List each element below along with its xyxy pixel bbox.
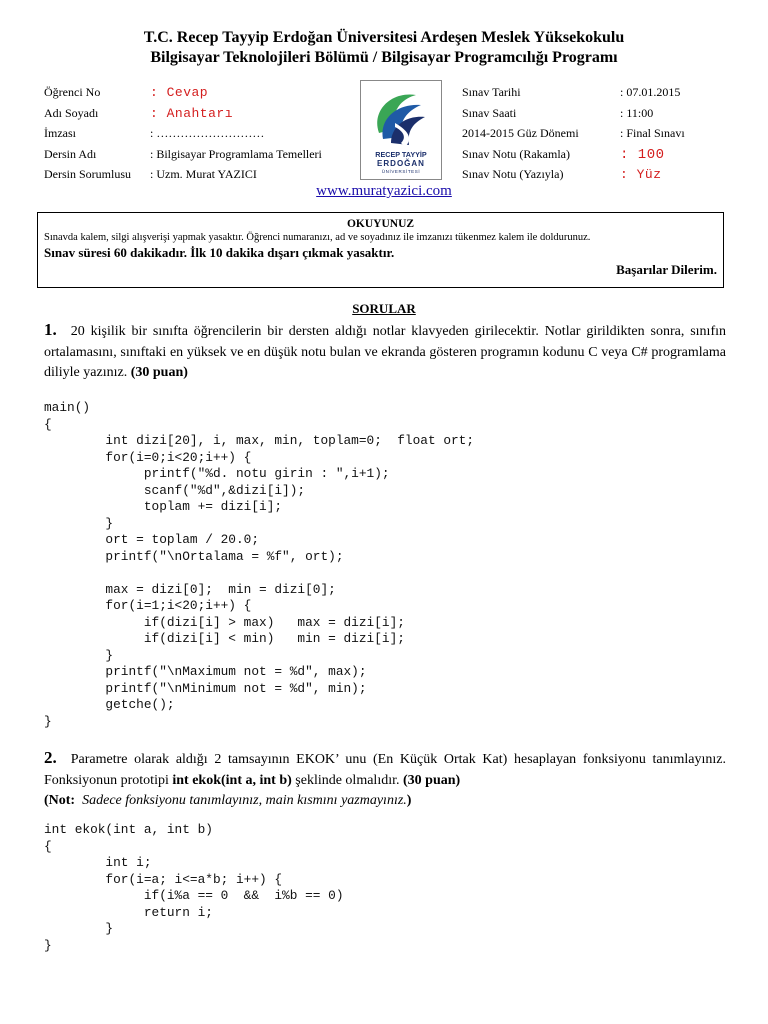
- questions-heading: SORULAR: [352, 301, 416, 316]
- course-name-value: : Bilgisayar Programlama Temelleri: [150, 146, 322, 161]
- term-value: : Final Sınavı: [620, 126, 685, 140]
- logo-text-1: RECEP TAYYİP: [375, 150, 427, 159]
- grade-text-label: Sınav Notu (Yazıyla): [462, 167, 564, 181]
- question-2-note-text: Sadece fonksiyonu tanımlayınız, main kısmını yazmayınız.: [82, 793, 407, 808]
- notice-text-2: Sınav süresi 60 dakikadır. İlk 10 dakika dışarı çıkmak yasaktır.: [44, 245, 395, 260]
- term-row: [462, 123, 685, 144]
- notice-text-3: Başarılar Dilerim.: [616, 262, 717, 277]
- notice-text-1: Sınavda kalem, silgi alışverişi yapmak yasaktır. Öğrenci numaranızı, ad ve soyadınız ile imzanızı tükenmez kalem ile doldurunuz.: [44, 232, 591, 243]
- question-2: [44, 748, 726, 812]
- logo-text-3: ÜNİVERSİTESİ: [381, 169, 421, 174]
- question-2-text-b: şeklinde olmalıdır.: [291, 772, 400, 788]
- exam-time-row: [462, 103, 685, 124]
- question-2-text-a: Parametre olarak aldığı 2 tamsayının EKOK’ unu (En Küçük Ortak Kat) hesaplayan fonksiyonu tanımlayınız. Fonksiyonun prototipi: [44, 752, 726, 788]
- header-line-2: Bilgisayar Teknolojileri Bölümü / Bilgisayar Programcılığı Programı: [150, 49, 618, 66]
- term-label: 2014-2015 Güz Dönemi: [462, 126, 579, 140]
- student-name-label: Adı Soyadı: [44, 105, 99, 120]
- website-line: [0, 183, 768, 200]
- grade-number-label: Sınav Notu (Rakamla): [462, 146, 570, 161]
- exam-time-label: Sınav Saati: [462, 105, 517, 120]
- question-1: [44, 320, 726, 384]
- question-2-prototype: int ekok(int a, int b): [172, 772, 292, 788]
- question-1-code: main() { int dizi[20], i, max, min, toplam=0; float ort; for(i=0;i<20;i++) { printf("%d. notu girin : ",i+1); scanf("%d",&dizi[i]); toplam += dizi[i]; } ort = toplam / 20.0; printf("\nOrtalama = %f", ort); max = dizi[0]; min = dizi[0]; for(i=1;i<20;i++) { if(dizi[i] > max) max = dizi[i]; if(dizi[i] < min) min = dizi[i]; } printf("\nMaximum not = %d", max); printf("\nMinimum not = %d", min); getche(); }: [44, 400, 475, 729]
- course-name-row: [44, 144, 322, 165]
- exam-date-row: [462, 82, 685, 103]
- website-link[interactable]: www.muratyazici.com: [316, 183, 452, 199]
- signature-value: : ………………………: [150, 126, 265, 140]
- student-info: [44, 82, 322, 185]
- student-number-row: [44, 82, 322, 103]
- question-1-number: 1.: [44, 320, 57, 339]
- question-2-note-label: (Not:: [44, 793, 76, 808]
- header-line-1: T.C. Recep Tayyip Erdoğan Üniversitesi Ardeşen Meslek Yüksekokulu: [143, 29, 625, 46]
- question-1-points: (30 puan): [130, 365, 188, 380]
- question-1-text: 20 kişilik bir sınıfta öğrencilerin bir dersten aldığı notlar klavyeden girilecektir. Notlar girildikten sonra, sınıfın ortalamasını, sınıftaki en yüksek ve en düşük notu bulan ve ekranda gösteren programın kodunu C veya C# programlama diliyle yazınız.: [44, 324, 726, 380]
- grade-number-row: [462, 144, 685, 165]
- signature-label: İmzası: [44, 126, 76, 140]
- exam-time-value: : 11:00: [620, 105, 654, 120]
- notice-title: OKUYUNUZ: [346, 218, 415, 230]
- exam-date-value: : 07.01.2015: [620, 85, 681, 99]
- university-logo: [360, 80, 442, 180]
- exam-info: [462, 82, 685, 185]
- instructor-row: [44, 164, 322, 185]
- exam-date-label: Sınav Tarihi: [462, 85, 521, 99]
- course-name-label: Dersin Adı: [44, 146, 97, 161]
- student-name-value: : Anahtarı: [150, 105, 234, 121]
- grade-number-value: : 100: [620, 146, 665, 163]
- question-2-code: int ekok(int a, int b) { int i; for(i=a; i<=a*b; i++) { if(i%a == 0 && i%b == 0) return i; } }: [44, 822, 344, 953]
- question-2-note-close: ): [406, 793, 412, 808]
- notice-box: [37, 212, 724, 288]
- instructor-label: Dersin Sorumlusu: [44, 167, 131, 181]
- student-number-label: Öğrenci No: [44, 85, 101, 99]
- grade-text-value: : Yüz: [620, 167, 662, 182]
- instructor-value: : Uzm. Murat YAZICI: [150, 167, 257, 181]
- grade-text-row: [462, 164, 685, 185]
- question-2-number: 2.: [44, 748, 57, 767]
- signature-row: [44, 123, 322, 144]
- logo-text-2: ERDOĞAN: [377, 159, 425, 168]
- student-name-row: [44, 103, 322, 124]
- student-number-value: : Cevap: [150, 85, 209, 100]
- question-2-points: (30 puan): [403, 772, 461, 788]
